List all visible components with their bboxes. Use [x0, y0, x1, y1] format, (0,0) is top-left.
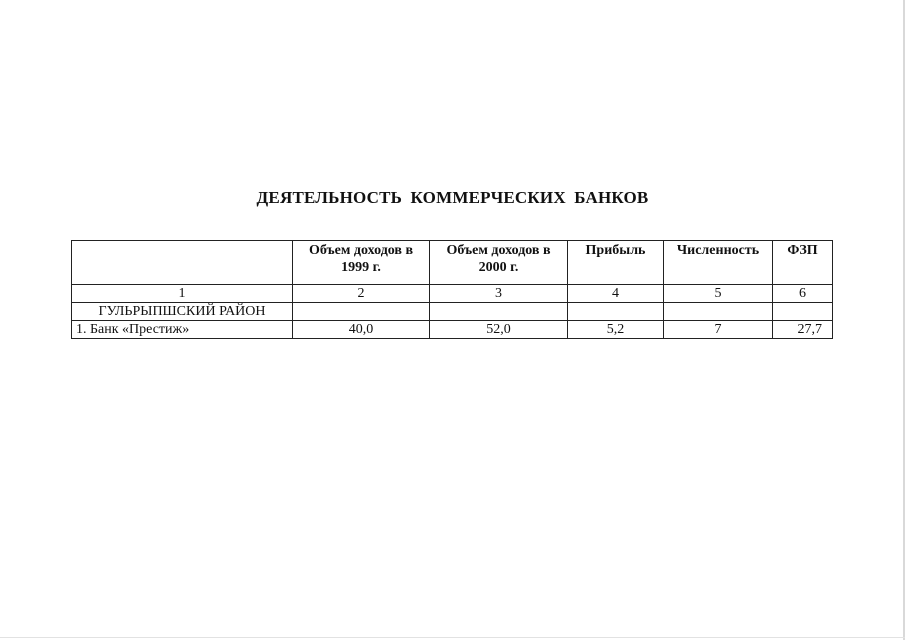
- document-title: ДЕЯТЕЛЬНОСТЬ КОММЕРЧЕСКИХ БАНКОВ: [256, 188, 649, 207]
- table-header-row: [72, 241, 833, 285]
- header-name: [72, 241, 293, 285]
- table-row: [72, 321, 833, 339]
- column-number: 5: [664, 285, 773, 303]
- income-2000-value: 52,0: [430, 321, 568, 339]
- income-1999-value: 40,0: [293, 321, 430, 339]
- section-title: ГУЛЬРЫПШСКИЙ РАЙОН: [72, 303, 293, 321]
- header-wage-fund: ФЗП: [773, 241, 833, 285]
- empty-cell: [664, 303, 773, 321]
- column-number: 3: [430, 285, 568, 303]
- banks-table: [71, 240, 833, 339]
- header-profit: Прибыль: [568, 241, 664, 285]
- header-staff: Численность: [664, 241, 773, 285]
- scan-bottom-edge: [0, 637, 905, 638]
- empty-cell: [293, 303, 430, 321]
- bank-name: 1. Банк «Престиж»: [72, 321, 293, 339]
- wage-fund-value: 27,7: [773, 321, 833, 339]
- column-number: 2: [293, 285, 430, 303]
- staff-value: 7: [664, 321, 773, 339]
- section-row: [72, 303, 833, 321]
- header-income-2000: Объем доходов в 2000 г.: [430, 241, 568, 285]
- empty-cell: [773, 303, 833, 321]
- empty-cell: [568, 303, 664, 321]
- column-number-row: [72, 285, 833, 303]
- column-number: 1: [72, 285, 293, 303]
- empty-cell: [430, 303, 568, 321]
- header-income-1999: Объем доходов в 1999 г.: [293, 241, 430, 285]
- column-number: 4: [568, 285, 664, 303]
- profit-value: 5,2: [568, 321, 664, 339]
- column-number: 6: [773, 285, 833, 303]
